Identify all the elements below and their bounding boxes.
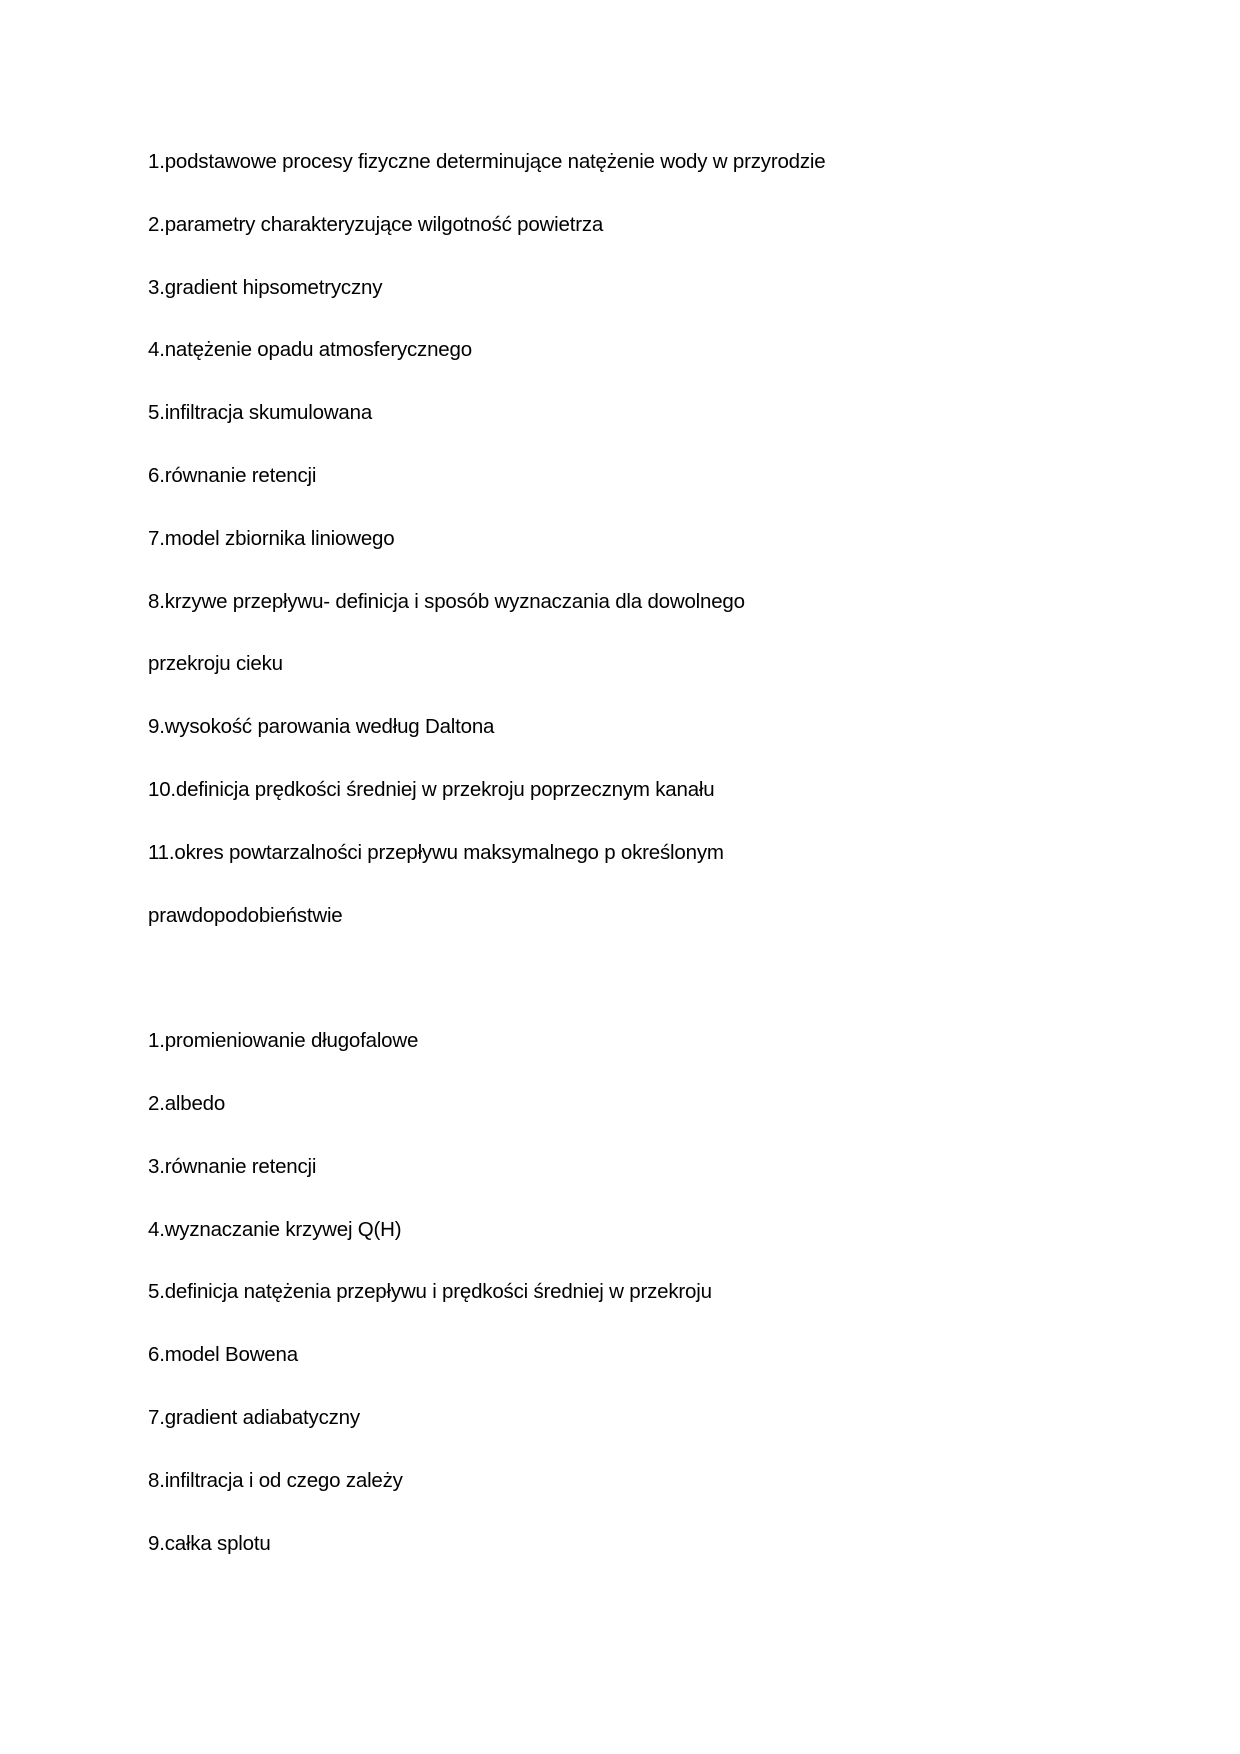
section-gap: [148, 958, 1148, 1021]
list-item: 8.krzywe przepływu- definicja i sposób wyznaczania dla dowolnego: [148, 589, 745, 613]
list-item: 6.model Bowena: [148, 1343, 298, 1367]
list-item: 8.infiltracja i od czego zależy: [148, 1468, 403, 1492]
list-item: 2.albedo: [148, 1091, 226, 1115]
list-item: 11.okres powtarzalności przepływu maksymalnego p określonym: [148, 840, 724, 864]
list-item: 3.gradient hipsometryczny: [148, 275, 383, 299]
list-item: 2.parametry charakteryzujące wilgotność powietrza: [148, 212, 604, 236]
list-item: 6.równanie retencji: [148, 463, 317, 487]
list-item-continuation: przekroju cieku: [148, 652, 283, 676]
list-item: 1.podstawowe procesy fizyczne determinujące natężenie wody w przyrodzie: [148, 150, 826, 173]
list-item: 1.promieniowanie długofalowe: [148, 1029, 419, 1053]
list-item: 7.gradient adiabatyczny: [148, 1405, 360, 1429]
list-item: 9.wysokość parowania według Daltona: [148, 715, 495, 739]
list-item: 5.definicja natężenia przepływu i prędkości średniej w przekroju: [148, 1280, 712, 1304]
list-item: 3.równanie retencji: [148, 1154, 317, 1178]
list-item: 4.natężenie opadu atmosferycznego: [148, 338, 472, 362]
list-item: 4.wyznaczanie krzywej Q(H): [148, 1217, 402, 1241]
list-item: 5.infiltracja skumulowana: [148, 401, 373, 425]
question-list: [148, 142, 1148, 1586]
list-item: 7.model zbiornika liniowego: [148, 526, 395, 550]
list-item-continuation: prawdopodobieństwie: [148, 903, 343, 927]
list-item: 9.całka splotu: [148, 1531, 271, 1555]
list-item: 10.definicja prędkości średniej w przekroju poprzecznym kanału: [148, 777, 715, 801]
